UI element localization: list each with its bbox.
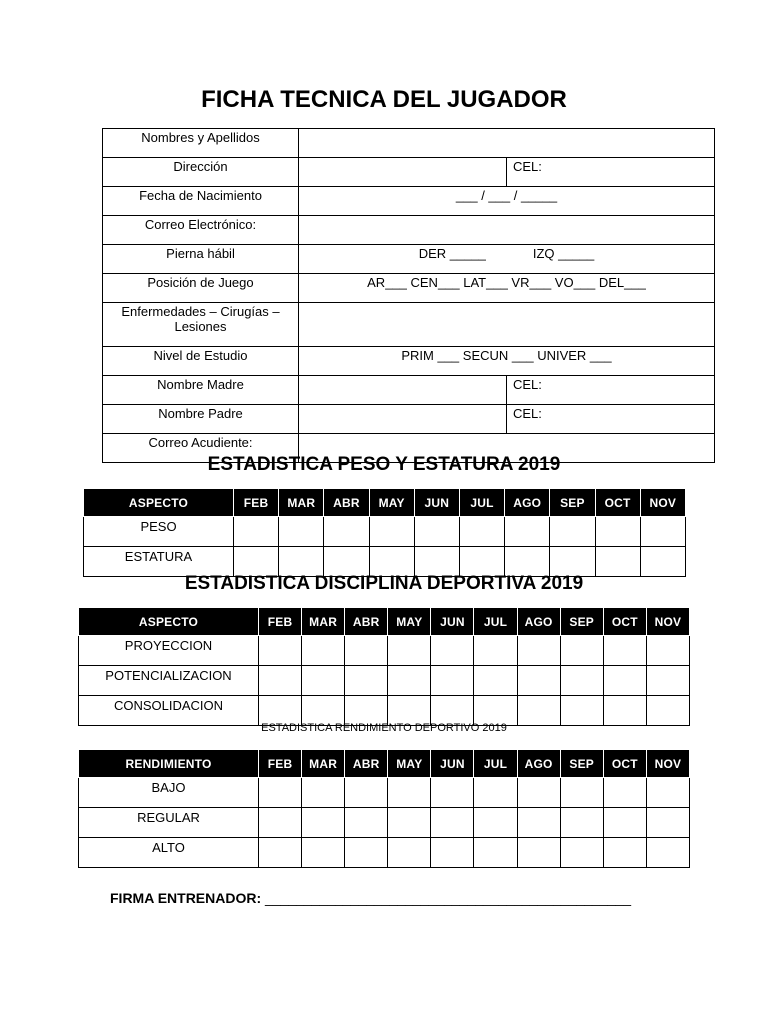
month-header: AGO — [505, 489, 550, 517]
stats-cell[interactable] — [259, 838, 302, 868]
stats-cell[interactable] — [259, 666, 302, 696]
stats-cell[interactable] — [646, 808, 689, 838]
stats-cell[interactable] — [369, 547, 414, 577]
stats-row — [79, 838, 690, 868]
form-label: Posición de Juego — [103, 274, 299, 303]
month-header: JUN — [431, 750, 474, 778]
stats-cell[interactable] — [603, 778, 646, 808]
stats-cell[interactable] — [560, 696, 603, 726]
stats-cell[interactable] — [302, 838, 345, 868]
form-row-posicion — [103, 274, 715, 303]
section-title-disciplina: ESTADISTICA DISCIPLINA DEPORTIVA 2019 — [184, 573, 584, 594]
form-row-correo — [103, 216, 715, 245]
stats-row-label: ESTATURA — [84, 547, 234, 577]
form-value-field[interactable]: AR___ CEN___ LAT___ VR___ VO___ DEL___ — [299, 274, 715, 303]
form-cel-field[interactable]: CEL: — [507, 405, 715, 434]
signature-block — [110, 890, 631, 906]
section-title-rendimiento: ESTADISTICA RENDIMIENTO DEPORTIVO 2019 — [261, 722, 507, 734]
stats-cell[interactable] — [388, 666, 431, 696]
stats-cell[interactable] — [517, 808, 560, 838]
stats-header-row — [84, 489, 686, 517]
form-row-padre — [103, 405, 715, 434]
form-value-field[interactable] — [299, 405, 507, 434]
stats-cell[interactable] — [560, 636, 603, 666]
stats-cell[interactable] — [646, 838, 689, 868]
stats-cell[interactable] — [560, 666, 603, 696]
month-header: MAR — [302, 750, 345, 778]
stats-cell[interactable] — [234, 547, 279, 577]
stats-cell[interactable] — [259, 778, 302, 808]
month-header: ABR — [345, 608, 388, 636]
stats-cell[interactable] — [640, 517, 685, 547]
stats-cell[interactable] — [279, 547, 324, 577]
signature-line[interactable]: _______________________________________________ — [265, 890, 631, 906]
stats-cell[interactable] — [302, 778, 345, 808]
form-label: Dirección — [103, 158, 299, 187]
form-row-estudio — [103, 347, 715, 376]
month-header: NOV — [640, 489, 685, 517]
month-header: AGO — [517, 750, 560, 778]
stats-cell[interactable] — [324, 547, 369, 577]
form-label: Correo Electrónico: — [103, 216, 299, 245]
month-header: ABR — [345, 750, 388, 778]
stats-cell[interactable] — [474, 636, 517, 666]
stats-cell[interactable] — [474, 696, 517, 726]
stats-cell[interactable] — [603, 808, 646, 838]
form-row-pierna — [103, 245, 715, 274]
form-label: Nivel de Estudio — [103, 347, 299, 376]
form-label: Nombre Padre — [103, 405, 299, 434]
stats-cell[interactable] — [517, 696, 560, 726]
stats-row — [79, 666, 690, 696]
form-cel-field[interactable]: CEL: — [507, 376, 715, 405]
month-header: FEB — [259, 750, 302, 778]
player-info-table — [102, 128, 715, 463]
stats-cell[interactable] — [234, 517, 279, 547]
stats-row — [79, 696, 690, 726]
form-row-direccion — [103, 158, 715, 187]
month-header: NOV — [646, 750, 689, 778]
form-row-enfermedades — [103, 303, 715, 347]
stats-cell[interactable] — [388, 636, 431, 666]
form-label: Nombres y Apellidos — [103, 129, 299, 158]
stats-cell[interactable] — [459, 547, 504, 577]
month-header: JUN — [414, 489, 459, 517]
stats-cell[interactable] — [517, 838, 560, 868]
stats-cell[interactable] — [345, 808, 388, 838]
form-row-fecha — [103, 187, 715, 216]
month-header: JUL — [474, 608, 517, 636]
stats-row-label: PROYECCION — [79, 636, 259, 666]
stats-cell[interactable] — [505, 547, 550, 577]
signature-label: FIRMA ENTRENADOR: — [110, 890, 262, 906]
form-cel-field[interactable]: CEL: — [507, 158, 715, 187]
month-header: ABR — [324, 489, 369, 517]
stats-row-label: PESO — [84, 517, 234, 547]
stats-cell[interactable] — [474, 808, 517, 838]
form-label: Nombre Madre — [103, 376, 299, 405]
month-header: SEP — [560, 608, 603, 636]
month-header: MAY — [388, 750, 431, 778]
form-label: Correo Acudiente: — [103, 434, 299, 463]
stats-cell[interactable] — [388, 696, 431, 726]
form-label: Pierna hábil — [103, 245, 299, 274]
stats-row-label: CONSOLIDACION — [79, 696, 259, 726]
stats-cell[interactable] — [431, 666, 474, 696]
stats-header-aspect: ASPECTO — [84, 489, 234, 517]
month-header: FEB — [234, 489, 279, 517]
month-header: SEP — [550, 489, 595, 517]
stats-cell[interactable] — [302, 696, 345, 726]
stats-cell[interactable] — [595, 517, 640, 547]
stats-cell[interactable] — [259, 696, 302, 726]
stats-row — [84, 547, 686, 577]
section-title-peso: ESTADISTICA PESO Y ESTATURA 2019 — [207, 454, 561, 475]
stats-cell[interactable] — [345, 636, 388, 666]
month-header: MAR — [279, 489, 324, 517]
form-value-field[interactable]: DER _____ IZQ _____ — [299, 245, 715, 274]
stats-cell[interactable] — [646, 636, 689, 666]
form-value-field[interactable]: ___ / ___ / _____ — [299, 187, 715, 216]
stats-cell[interactable] — [302, 808, 345, 838]
stats-cell[interactable] — [431, 778, 474, 808]
stats-cell[interactable] — [345, 696, 388, 726]
stats-cell[interactable] — [345, 778, 388, 808]
stats-cell[interactable] — [603, 666, 646, 696]
stats-cell[interactable] — [324, 517, 369, 547]
month-header: AGO — [517, 608, 560, 636]
form-value-field[interactable] — [299, 129, 715, 158]
stats-cell[interactable] — [560, 808, 603, 838]
stats-row — [79, 636, 690, 666]
form-row-madre — [103, 376, 715, 405]
stats-cell[interactable] — [517, 778, 560, 808]
stats-cell[interactable] — [369, 517, 414, 547]
stats-header-aspect: RENDIMIENTO — [79, 750, 259, 778]
form-value-field[interactable]: PRIM ___ SECUN ___ UNIVER ___ — [299, 347, 715, 376]
stats-cell[interactable] — [646, 696, 689, 726]
stats-cell[interactable] — [431, 808, 474, 838]
stats-cell[interactable] — [431, 636, 474, 666]
stats-cell[interactable] — [517, 636, 560, 666]
stats-cell[interactable] — [603, 636, 646, 666]
month-header: MAY — [369, 489, 414, 517]
stats-table-disciplina — [78, 607, 690, 726]
form-value-field[interactable] — [299, 376, 507, 405]
form-row-nombres — [103, 129, 715, 158]
month-header: SEP — [560, 750, 603, 778]
stats-cell[interactable] — [388, 808, 431, 838]
stats-cell[interactable] — [560, 838, 603, 868]
month-header: OCT — [603, 750, 646, 778]
stats-header-aspect: ASPECTO — [79, 608, 259, 636]
form-label: Enfermedades – Cirugías – Lesiones — [103, 303, 299, 347]
stats-cell[interactable] — [474, 778, 517, 808]
stats-cell[interactable] — [603, 696, 646, 726]
form-value-field[interactable] — [299, 158, 507, 187]
stats-cell[interactable] — [414, 547, 459, 577]
month-header: MAR — [302, 608, 345, 636]
stats-row — [84, 517, 686, 547]
stats-cell[interactable] — [345, 838, 388, 868]
stats-row-label: ALTO — [79, 838, 259, 868]
form-value-field[interactable] — [299, 303, 715, 347]
stats-cell[interactable] — [640, 547, 685, 577]
stats-row — [79, 778, 690, 808]
stats-cell[interactable] — [517, 666, 560, 696]
stats-cell[interactable] — [279, 517, 324, 547]
stats-table-rendimiento — [78, 749, 690, 868]
stats-cell[interactable] — [459, 517, 504, 547]
stats-cell[interactable] — [474, 666, 517, 696]
month-header: FEB — [259, 608, 302, 636]
month-header: MAY — [388, 608, 431, 636]
stats-cell[interactable] — [560, 778, 603, 808]
stats-row-label: POTENCIALIZACION — [79, 666, 259, 696]
stats-cell[interactable] — [474, 838, 517, 868]
month-header: JUL — [474, 750, 517, 778]
stats-header-row — [79, 750, 690, 778]
stats-row-label: REGULAR — [79, 808, 259, 838]
stats-cell[interactable] — [388, 778, 431, 808]
stats-table-peso — [83, 488, 686, 577]
month-header: OCT — [603, 608, 646, 636]
stats-row — [79, 808, 690, 838]
stats-cell[interactable] — [259, 808, 302, 838]
stats-cell[interactable] — [388, 838, 431, 868]
form-value-field[interactable] — [299, 216, 715, 245]
stats-cell[interactable] — [259, 636, 302, 666]
stats-cell[interactable] — [646, 666, 689, 696]
stats-cell[interactable] — [505, 517, 550, 547]
stats-cell[interactable] — [431, 696, 474, 726]
stats-cell[interactable] — [550, 517, 595, 547]
stats-cell[interactable] — [302, 666, 345, 696]
stats-header-row — [79, 608, 690, 636]
stats-cell[interactable] — [550, 547, 595, 577]
stats-cell[interactable] — [603, 838, 646, 868]
stats-cell[interactable] — [595, 547, 640, 577]
stats-cell[interactable] — [345, 666, 388, 696]
stats-row-label: BAJO — [79, 778, 259, 808]
stats-cell[interactable] — [302, 636, 345, 666]
stats-cell[interactable] — [431, 838, 474, 868]
month-header: OCT — [595, 489, 640, 517]
month-header: JUN — [431, 608, 474, 636]
stats-cell[interactable] — [646, 778, 689, 808]
form-label: Fecha de Nacimiento — [103, 187, 299, 216]
month-header: JUL — [459, 489, 504, 517]
month-header: NOV — [646, 608, 689, 636]
stats-cell[interactable] — [414, 517, 459, 547]
page-title: FICHA TECNICA DEL JUGADOR — [201, 86, 567, 113]
